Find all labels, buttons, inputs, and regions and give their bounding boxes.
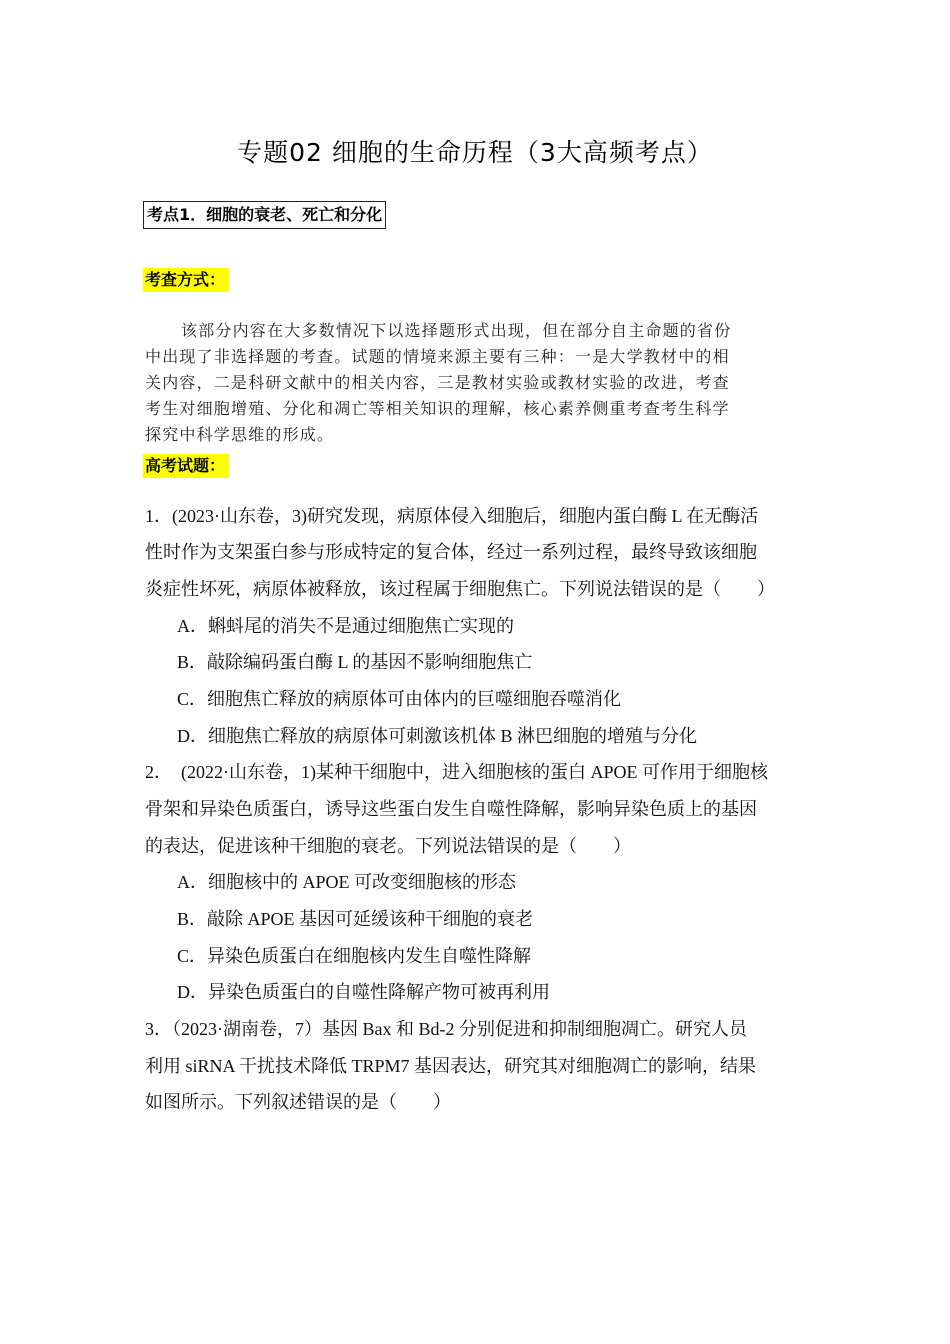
question-2-option-c: C．异染色质蛋白在细胞核内发生自噬性降解 xyxy=(177,946,532,966)
question-2-stem: 骨架和异染色质蛋白，诱导这些蛋白发生自噬性降解，影响异染色质上的基因 xyxy=(145,799,757,819)
intro-paragraph xyxy=(145,318,805,448)
question-3-stem: 如图所示。下列叙述错误的是（ ） xyxy=(145,1092,451,1112)
exam-label: 高考试题： xyxy=(143,454,229,478)
intro-line: 该部分内容在大多数情况下以选择题形式出现，但在部分自主命题的省份 xyxy=(181,321,732,340)
question-3-stem: 3．（2023·湖南卷，7）基因 Bax 和 Bd-2 分别促进和抑制细胞凋亡。研究人员 xyxy=(145,1019,747,1039)
question-1-stem: 1．(2023·山东卷，3)研究发现，病原体侵入细胞后，细胞内蛋白酶 L 在无酶活 xyxy=(145,506,759,526)
document-title: 专题02 细胞的生命历程（3大高频考点） xyxy=(237,138,713,167)
question-2-stem: 的表达，促进该种干细胞的衰老。下列说法错误的是（ ） xyxy=(145,836,631,856)
question-1-stem: 性时作为支架蛋白参与形成特定的复合体，经过一系列过程，最终导致该细胞 xyxy=(145,542,757,562)
question-1-option-a: A．蝌蚪尾的消失不是通过细胞焦亡实现的 xyxy=(177,616,514,636)
question-1-stem: 炎症性坏死，病原体被释放，该过程属于细胞焦亡。下列说法错误的是（ ） xyxy=(145,579,775,599)
intro-line: 中出现了非选择题的考查。试题的情境来源主要有三种：一是大学教材中的相 xyxy=(145,347,730,366)
question-1-option-b: B．敲除编码蛋白酶 L 的基因不影响细胞焦亡 xyxy=(177,652,533,672)
question-3-stem: 利用 siRNA 干扰技术降低 TRPM7 基因表达，研究其对细胞凋亡的影响，结果 xyxy=(145,1056,757,1076)
intro-line: 关内容，二是科研文献中的相关内容，三是教材实验或教材实验的改进，考查 xyxy=(145,373,730,392)
question-2-stem: 2． (2022·山东卷，1)某种干细胞中，进入细胞核的蛋白 APOE 可作用于细胞核 xyxy=(145,762,768,782)
question-2-option-a: A．细胞核中的 APOE 可改变细胞核的形态 xyxy=(177,872,517,892)
question-1-option-c: C．细胞焦亡释放的病原体可由体内的巨噬细胞吞噬消化 xyxy=(177,689,622,709)
section-heading: 考点1．细胞的衰老、死亡和分化 xyxy=(143,201,386,229)
question-2-option-b: B．敲除 APOE 基因可延缓该种干细胞的衰老 xyxy=(177,909,534,929)
question-1-option-d: D．细胞焦亡释放的病原体可刺激该机体 B 淋巴细胞的增殖与分化 xyxy=(177,726,698,746)
intro-line: 探究中科学思维的形成。 xyxy=(145,425,335,444)
intro-line: 考生对细胞增殖、分化和凋亡等相关知识的理解，核心素养侧重考查考生科学 xyxy=(145,399,730,418)
method-label: 考查方式： xyxy=(143,268,229,292)
question-2-option-d: D．异染色质蛋白的自噬性降解产物可被再利用 xyxy=(177,982,550,1002)
